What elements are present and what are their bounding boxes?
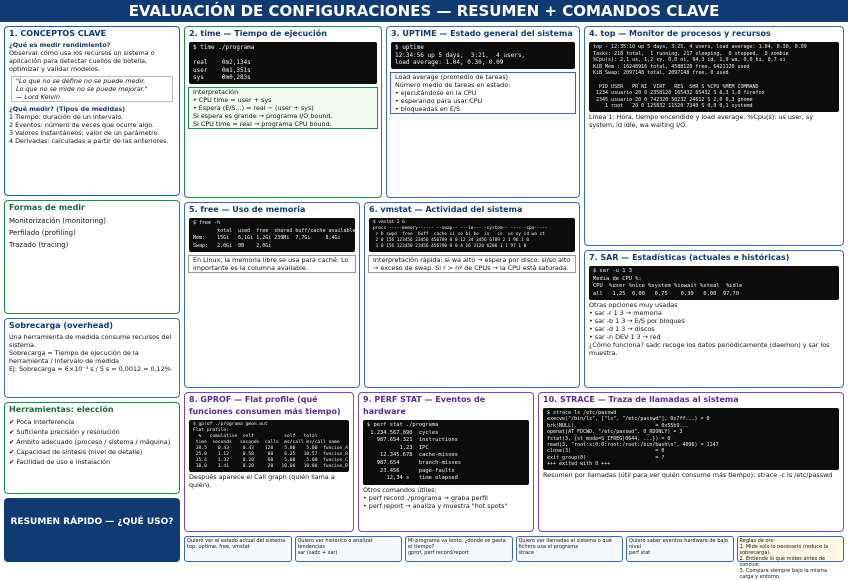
note: Línea 1: Hora, tiempo encendido y load average. %Cpu(s): us user, sy system, id idle, wa waiting I/O. — [589, 112, 813, 129]
card-title: 2. time — Tiempo de ejecución — [189, 29, 327, 38]
card-title: 3. UPTIME — Estado general del sistema — [391, 29, 573, 38]
card-title: 10. STRACE — Traza de llamadas al sistema — [543, 395, 739, 404]
card-title: 9. PERF STAT — Eventos de hardware — [363, 395, 486, 416]
terminal: top - 12:35:10 up 5 days, 3:25, 4 users, load average: 1.04, 0.30, 0.09 Tasks: 218 total, 1 running, 217 sleeping, 0 stopped, 0 zombie %Cpu(s): 2,1 us, 1,2 sy, 0,0 ni, 94,3 id, 1,9 wa, 0,0 hi, 0,7 si KiB Mem : 16248916 total, 4588120 free, 6421120 used KiB Swap: 2097148 total, 2097148 free, 0 used PID USER PR NI VIRT RES SHR S %CPU %MEM COMMAND 1234 usuario 20 0 2358120 165432 65432 S 6,3 1,0 firefox 2345 usuario 20 0 742320 50232 24612 S 2,0 0,3 gnome 1 root 20 0 125832 11520 7340 S 0,0 0,1 systemd — [589, 42, 839, 112]
card-title: Formas de medir — [9, 203, 85, 212]
card-herramientas — [4, 402, 180, 494]
page-title: EVALUACIÓN DE CONFIGURACIONES — RESUMEN + COMANDOS CLAVE — [0, 0, 848, 22]
note: Otras opciones muy usadas • sar -r 1 3 → memoria • sar -b 1 3 → E/S por bloques • sar -d 1 3 → discos • sar -n DEV 1 3 → red ¿Cómo funciona? sadc recoge los datos periódicamente (daemon) y sar los muestra. — [589, 301, 830, 358]
card-uptime — [386, 26, 580, 198]
list: 1 Tiempo: duración de un intervalo. 2 Eventos: número de veces que ocurre algo. 3 Valores instantáneos: valor de un parámetro. 4 Derivadas: calculadas a partir de las anteriores. — [9, 113, 169, 145]
terminal: $ perf stat ./programa 1.234.567.890 cycles 987.654.321 instructions 1,23 IPC 12.345.678 cache-misses 987.654 branch-misses 23.456 page-faults 12,34 s time elapsed — [363, 420, 529, 485]
card-conceptos — [4, 26, 180, 196]
list: ✔ Poca interferencia ✔ Suficiente precisión y resolución ✔ Ámbito adecuado (proceso / sistema / máquina) ✔ Capacidad de síntesis (nivel de detalle) ✔ Facilidad de uso e instalación — [9, 418, 171, 466]
card-top — [584, 26, 844, 246]
card-sar — [584, 250, 844, 388]
note: Resumen por llamadas (útil para ver quién consume más tiempo): strace -c ls /etc/passwd — [543, 470, 833, 479]
terminal: $ free -h total used free shared buff/cache available Mem: 15Gi 6,1Gi 1,2Gi 239Mi 7,7Gi 8,4Gi Swap: 2,0Gi 0B 2,0Gi — [189, 218, 355, 252]
card-formas — [4, 200, 180, 314]
footer-title: RESUMEN RÁPIDO — ¿QUÉ USO? — [10, 517, 174, 527]
subtitle: ¿Qué medir? (Tipos de medidas) — [9, 105, 126, 113]
terminal: $ time ./programa real 0m2,134s user 0m1,351s sys 0m0,283s — [189, 42, 377, 84]
footer-items — [184, 536, 844, 580]
note: Después aparece el Call graph (quién llama a quién). — [189, 473, 335, 489]
note: Interpretación • CPU time = user + sys • Espera (E/S...) = real − (user + sys) Si espera es grande → programa I/O bound. Si CPU time ≈ real → programa CPU bound. — [188, 87, 378, 129]
card-title: Sobrecarga (overhead) — [9, 321, 113, 330]
terminal: $ uptime 12:34:56 up 5 days, 3:21, 4 users, load average: 1.04, 0.30, 0.09 — [391, 42, 575, 69]
terminal: $ strace ls /etc/passwd execve("/bin/ls", ["ls", "/etc/passwd"], 0x7ff...) = 0 brk(NULL) = 0x55b9... openat(AT_FDCWD, "/etc/passwd", O_RDONLY) = 3 fstat(3, {st_mode=S_IFREG|0644, ...}) = 0 read(3, "root:x:0:0:root:/root:/bin/bash\n", 4096) = 1147 close(3) = 0 exit_group(0) = ? +++ exited with 0 +++ — [543, 408, 839, 470]
card-title: Herramientas: elección — [9, 405, 114, 414]
card-title: 5. free — Uso de memoria — [189, 205, 306, 214]
card-title: 6. vmstat — Actividad del sistema — [369, 205, 523, 214]
note: En Linux, la memoria libre se usa para caché. Lo importante es la columna available. — [188, 255, 356, 273]
quote: "Lo que no se define no se puede medir. Lo que no se mide no se puede mejorar." — Lord Kelvin — [11, 76, 173, 102]
footer-item: Quiero ver histórico o analizar tendencias sar (sadc + sar) — [295, 536, 403, 562]
card-sobrecarga — [4, 318, 180, 398]
card-title: 8. GPROF — Flat profile (qué funciones consumen más tiempo) — [189, 395, 341, 416]
card-time — [184, 26, 382, 198]
card-perf — [358, 392, 534, 532]
terminal: $ gprof ./programa gmon.out Flat profile: % cumulative self self total time seconds seconds calls ms/call ms/call name 38.5 0.43 0.43 120 5.00 5.00 funcion_A 25.0 1.12 0.58 80 6.25 10.57 funcion_B 15.4 1.32 0.20 60 5.00 5.00 funcion_C 10.0 1.41 0.20 20 10.00 10.00 funcion_D — [189, 420, 349, 472]
card-strace — [538, 392, 844, 532]
list: Monitorización (monitoring) Perfilado (profiling) Trazado (tracing) — [9, 217, 106, 249]
note: Load average (promedio de tareas) Número medio de tareas en estado: • ejecutándose en la CPU • esperando para usar CPU • bloqueadas en E/S — [390, 72, 576, 114]
footer-item: Mi programa va lento, ¿dónde se gasta el tiempo? gprof, perf record/report — [405, 536, 513, 562]
text: Observar cómo usa los recursos un sistema o aplicación para detectar cuellos de botella, optimizar y validar modelos. — [9, 49, 155, 73]
card-vmstat — [364, 202, 580, 388]
footer-item: Quiero saber eventos hardware de bajo nivel perf stat — [626, 536, 734, 562]
note: Otros comandos útiles: • perf record ./programa → graba perfil • perf report → analiza y muestra "hot spots" — [363, 485, 508, 510]
card-title: 7. SAR — Estadísticas (actuales e históricas) — [589, 253, 790, 262]
terminal: $ sar -u 1 3 Media de CPU %: CPU %user %nice %system %iowait %steal %idle all 1,25 0,00 0,75 0,30 0,00 97,70 — [589, 266, 839, 300]
footer-title-box — [4, 498, 180, 562]
text: Una herramienta de medida consume recursos del sistema. Sobrecarga = Tiempo de ejecución de la herramienta / Intervalo de medida Ej: Sobrecarga = 6×10⁻³ s / 5 s = 0,0012 = 0,12% — [9, 333, 172, 373]
footer-item: Reglas de oro 1. Mide solo lo necesario (reduce la sobrecarga). 2. Entiende lo que mides antes de concluir. 3. Compara siempre bajo la misma carga y entorno. — [737, 536, 845, 562]
footer-item: Quiero ver el estado actual del sistema top, uptime, free, vmstat — [184, 536, 292, 562]
card-title: 1. CONCEPTOS CLAVE — [9, 29, 107, 38]
footer-item: Quiero ver llamadas al sistema o qué fichero usa el programa strace — [516, 536, 624, 562]
subtitle: ¿Qué es medir rendimiento? — [9, 41, 111, 49]
card-free — [184, 202, 360, 388]
card-gprof — [184, 392, 354, 532]
card-title: 4. top — Monitor de procesos y recursos — [589, 29, 771, 38]
terminal: $ vmstat 2 6 procs -----memory------ --swap-- ---io--- -system-- ------cpu----- r b swpd free buff cache si so bi bo in cs us sy id wa st 2 0 156 123456 23456 456789 0 0 12 34 3456 6789 2 1 96 1 0 1 0 156 123450 23456 456790 0 0 4 16 3120 6200 1 1 97 1 0 — [369, 218, 575, 252]
note: Interpretación rápida: si wa alto → espera por disco. si/so alto → exceso de swap. Si r > nº de CPUs → la CPU está saturada. — [368, 255, 576, 273]
